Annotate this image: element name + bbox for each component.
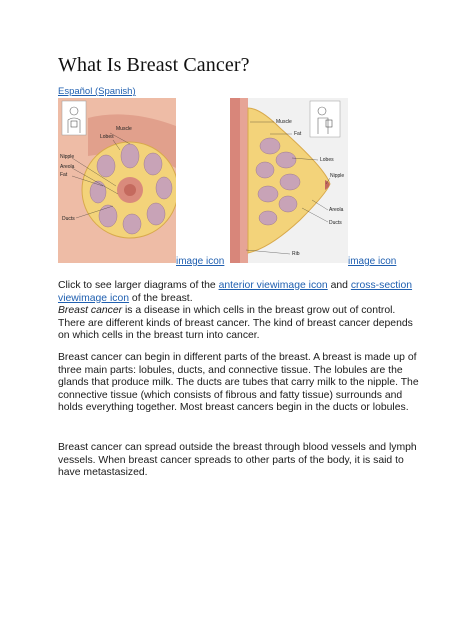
breast-parts-paragraph: Breast cancer can begin in different parts of the breast. A breast is made up of three main parts: lobules, ducts, and connective tissue. The lobules are the glands that produce milk. The ducts are tubes that carry milk to the nipple. The connective tissue (which consists of fibrous and fatty tissue) surrounds and holds everything together. Most breast cancers begin in the ducts or lobules. <box>58 352 419 414</box>
label-lobes-side: Lobes <box>320 157 334 163</box>
intro-text-suffix: of the breast. <box>129 292 193 304</box>
cross-section-view-link[interactable]: cross-section viewimage icon <box>58 280 413 304</box>
spanish-language-link[interactable]: Español (Spanish) <box>58 86 136 97</box>
label-muscle-side: Muscle <box>276 119 292 125</box>
label-ducts: Ducts <box>62 216 75 222</box>
anterior-view-link[interactable]: anterior viewimage icon <box>218 280 328 291</box>
label-lobes: Lobes <box>100 134 114 140</box>
breast-anterior-view-illustration[interactable] <box>58 98 176 263</box>
label-muscle: Muscle <box>116 126 132 132</box>
image-icon-link-2[interactable]: image icon <box>348 256 397 267</box>
intro-text-prefix: Click to see larger diagrams of the <box>58 280 219 291</box>
label-nipple: Nipple <box>60 154 75 160</box>
intro-text-middle: and <box>327 280 351 291</box>
breast-cancer-term: Breast cancer <box>58 305 123 317</box>
label-rib-side: Rib <box>292 251 300 257</box>
label-nipple-side: Nipple <box>330 173 345 179</box>
intro-paragraph <box>58 280 420 343</box>
page-title: What Is Breast Cancer? <box>58 54 250 76</box>
image-icon-link-1[interactable]: image icon <box>176 256 225 267</box>
breast-cross-section-illustration[interactable] <box>230 98 348 263</box>
label-areola-side: Areola <box>329 207 344 213</box>
label-ducts-side: Ducts <box>329 220 342 226</box>
label-areola: Areola <box>60 164 75 170</box>
label-fat-side: Fat <box>294 131 302 137</box>
label-fat: Fat <box>60 172 68 178</box>
metastasis-paragraph: Breast cancer can spread outside the breast through blood vessels and lymph vessels. When breast cancer spreads to other parts of the body, it is said to have metastasized. <box>58 442 417 479</box>
definition-text: is a disease in which cells in the breast grow out of control. There are different kinds of breast cancer. The kind of breast cancer depends on which cells in the breast turn into cancer. <box>58 305 413 342</box>
